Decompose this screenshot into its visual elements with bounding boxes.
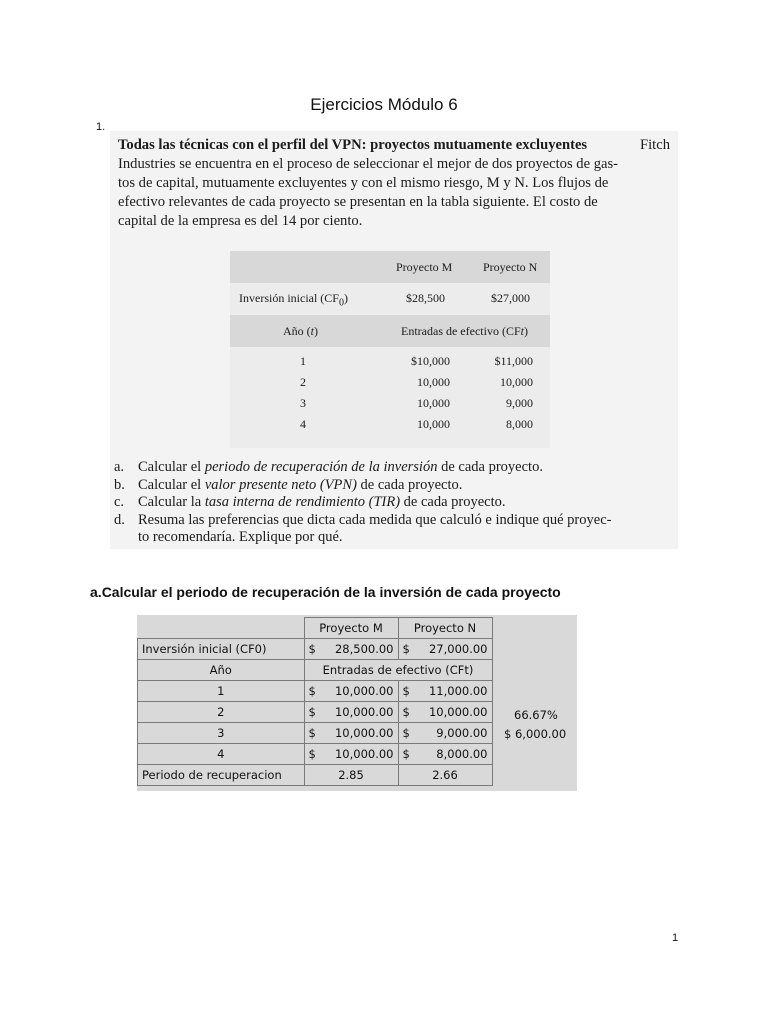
year-cell: 3 [138, 723, 305, 744]
cash-n-cell: $ 8,000.00 [398, 744, 492, 765]
cash-m-cell: $ 10,000.00 [304, 744, 398, 765]
question-d-continued: to recomendaría. Explique por qué. [138, 529, 343, 546]
intro-line: efectivo relevantes de cada proyecto se presentan en la tabla siguiente. El costo de [118, 194, 598, 210]
question-d: d. Resuma las preferencias que dicta cada medida que calculó e indique qué proyec- [114, 511, 612, 528]
question-b: b. Calcular el valor presente neto (VPN) de cada proyecto. [114, 476, 463, 493]
cash-m-cell: 10,000 [417, 417, 450, 431]
year-cell: 4 [300, 417, 306, 431]
cash-inflow-header: Entradas de efectivo (CFt) [401, 324, 528, 338]
table-row [138, 681, 493, 702]
question-a: a. Calcular el periodo de recuperación de la inversión de cada proyecto. [114, 459, 543, 475]
payback-spreadsheet [137, 615, 577, 791]
investment-label: Inversión inicial (CF0) [138, 639, 305, 660]
table-row [138, 660, 493, 681]
section-a-heading: a.Calcular el periodo de recuperación de la inversión de cada proyecto [90, 584, 561, 600]
cash-n-cell: $ 11,000.00 [398, 681, 492, 702]
cash-m-cell: 10,000 [417, 375, 450, 389]
item-number: 1. [96, 121, 106, 133]
scanned-problem-image [110, 131, 678, 549]
investment-m: $28,500 [406, 291, 445, 305]
payback-table [137, 617, 493, 786]
table-row [138, 639, 493, 660]
intro-line [118, 136, 670, 155]
investment-m: $ 28,500.00 [304, 639, 398, 660]
cash-inflow-header: Entradas de efectivo (CFt) [304, 660, 492, 681]
payback-n: 2.66 [398, 765, 492, 786]
cash-n-cell: $ 9,000.00 [398, 723, 492, 744]
col-header-n: Proyecto N [398, 618, 492, 639]
cash-n-cell: $ 10,000.00 [398, 702, 492, 723]
year-cell: 1 [300, 354, 306, 368]
cash-m-cell: $ 10,000.00 [304, 681, 398, 702]
cash-n-cell: 9,000 [506, 396, 533, 410]
table-row [138, 744, 493, 765]
cash-n-cell: 10,000 [500, 375, 533, 389]
intro-line: capital de la empresa es del 14 por ciento. [118, 213, 363, 229]
year-header: Año [138, 660, 305, 681]
investment-n: $27,000 [491, 291, 530, 305]
problem-title: Todas las técnicas con el perfil del VPN: proyectos mutuamente excluyentes [118, 137, 588, 153]
year-cell: 2 [138, 702, 305, 723]
intro-line-text: Fitch [640, 137, 670, 153]
table-row [138, 765, 493, 786]
intro-line: Industries se encuentra en el proceso de seleccionar el mejor de dos proyectos de gas- [118, 156, 619, 172]
investment-label: Inversión inicial $(CF_0)$ [239, 291, 348, 309]
intro-line: tos de capital, mutuamente excluyentes y con el mismo riesgo, M y N. Los flujos de [118, 175, 609, 191]
side-percent: 66.67% [514, 708, 558, 722]
year-cell: 4 [138, 744, 305, 765]
payback-m: 2.85 [304, 765, 398, 786]
col-header-m: Proyecto M [396, 260, 453, 274]
table-row [138, 702, 493, 723]
page-number: 1 [672, 932, 679, 944]
table-row [138, 723, 493, 744]
cash-n-cell: 8,000 [506, 417, 533, 431]
year-cell: 1 [138, 681, 305, 702]
question-c: c. Calcular la tasa interna de rendimiento (TIR) de cada proyecto. [114, 494, 506, 511]
cash-m-cell: $ 10,000.00 [304, 702, 398, 723]
payback-label: Periodo de recuperacion [138, 765, 305, 786]
cash-m-cell: $10,000 [411, 354, 450, 368]
year-cell: 2 [300, 375, 306, 389]
table-row [138, 618, 493, 639]
cash-flow-table [230, 251, 550, 448]
year-cell: 3 [300, 396, 306, 410]
problem-intro [118, 136, 670, 231]
col-header-n: Proyecto N [483, 260, 538, 274]
col-header-m: Proyecto M [304, 618, 398, 639]
cash-m-cell: 10,000 [417, 396, 450, 410]
document-title: Ejercicios Módulo 6 [310, 95, 458, 114]
investment-n: $ 27,000.00 [398, 639, 492, 660]
year-header: Año (t) [283, 324, 319, 338]
cash-m-cell: $ 10,000.00 [304, 723, 398, 744]
question-list [114, 459, 674, 547]
cash-n-cell: $11,000 [494, 354, 533, 368]
side-amount: $ 6,000.00 [504, 727, 567, 741]
